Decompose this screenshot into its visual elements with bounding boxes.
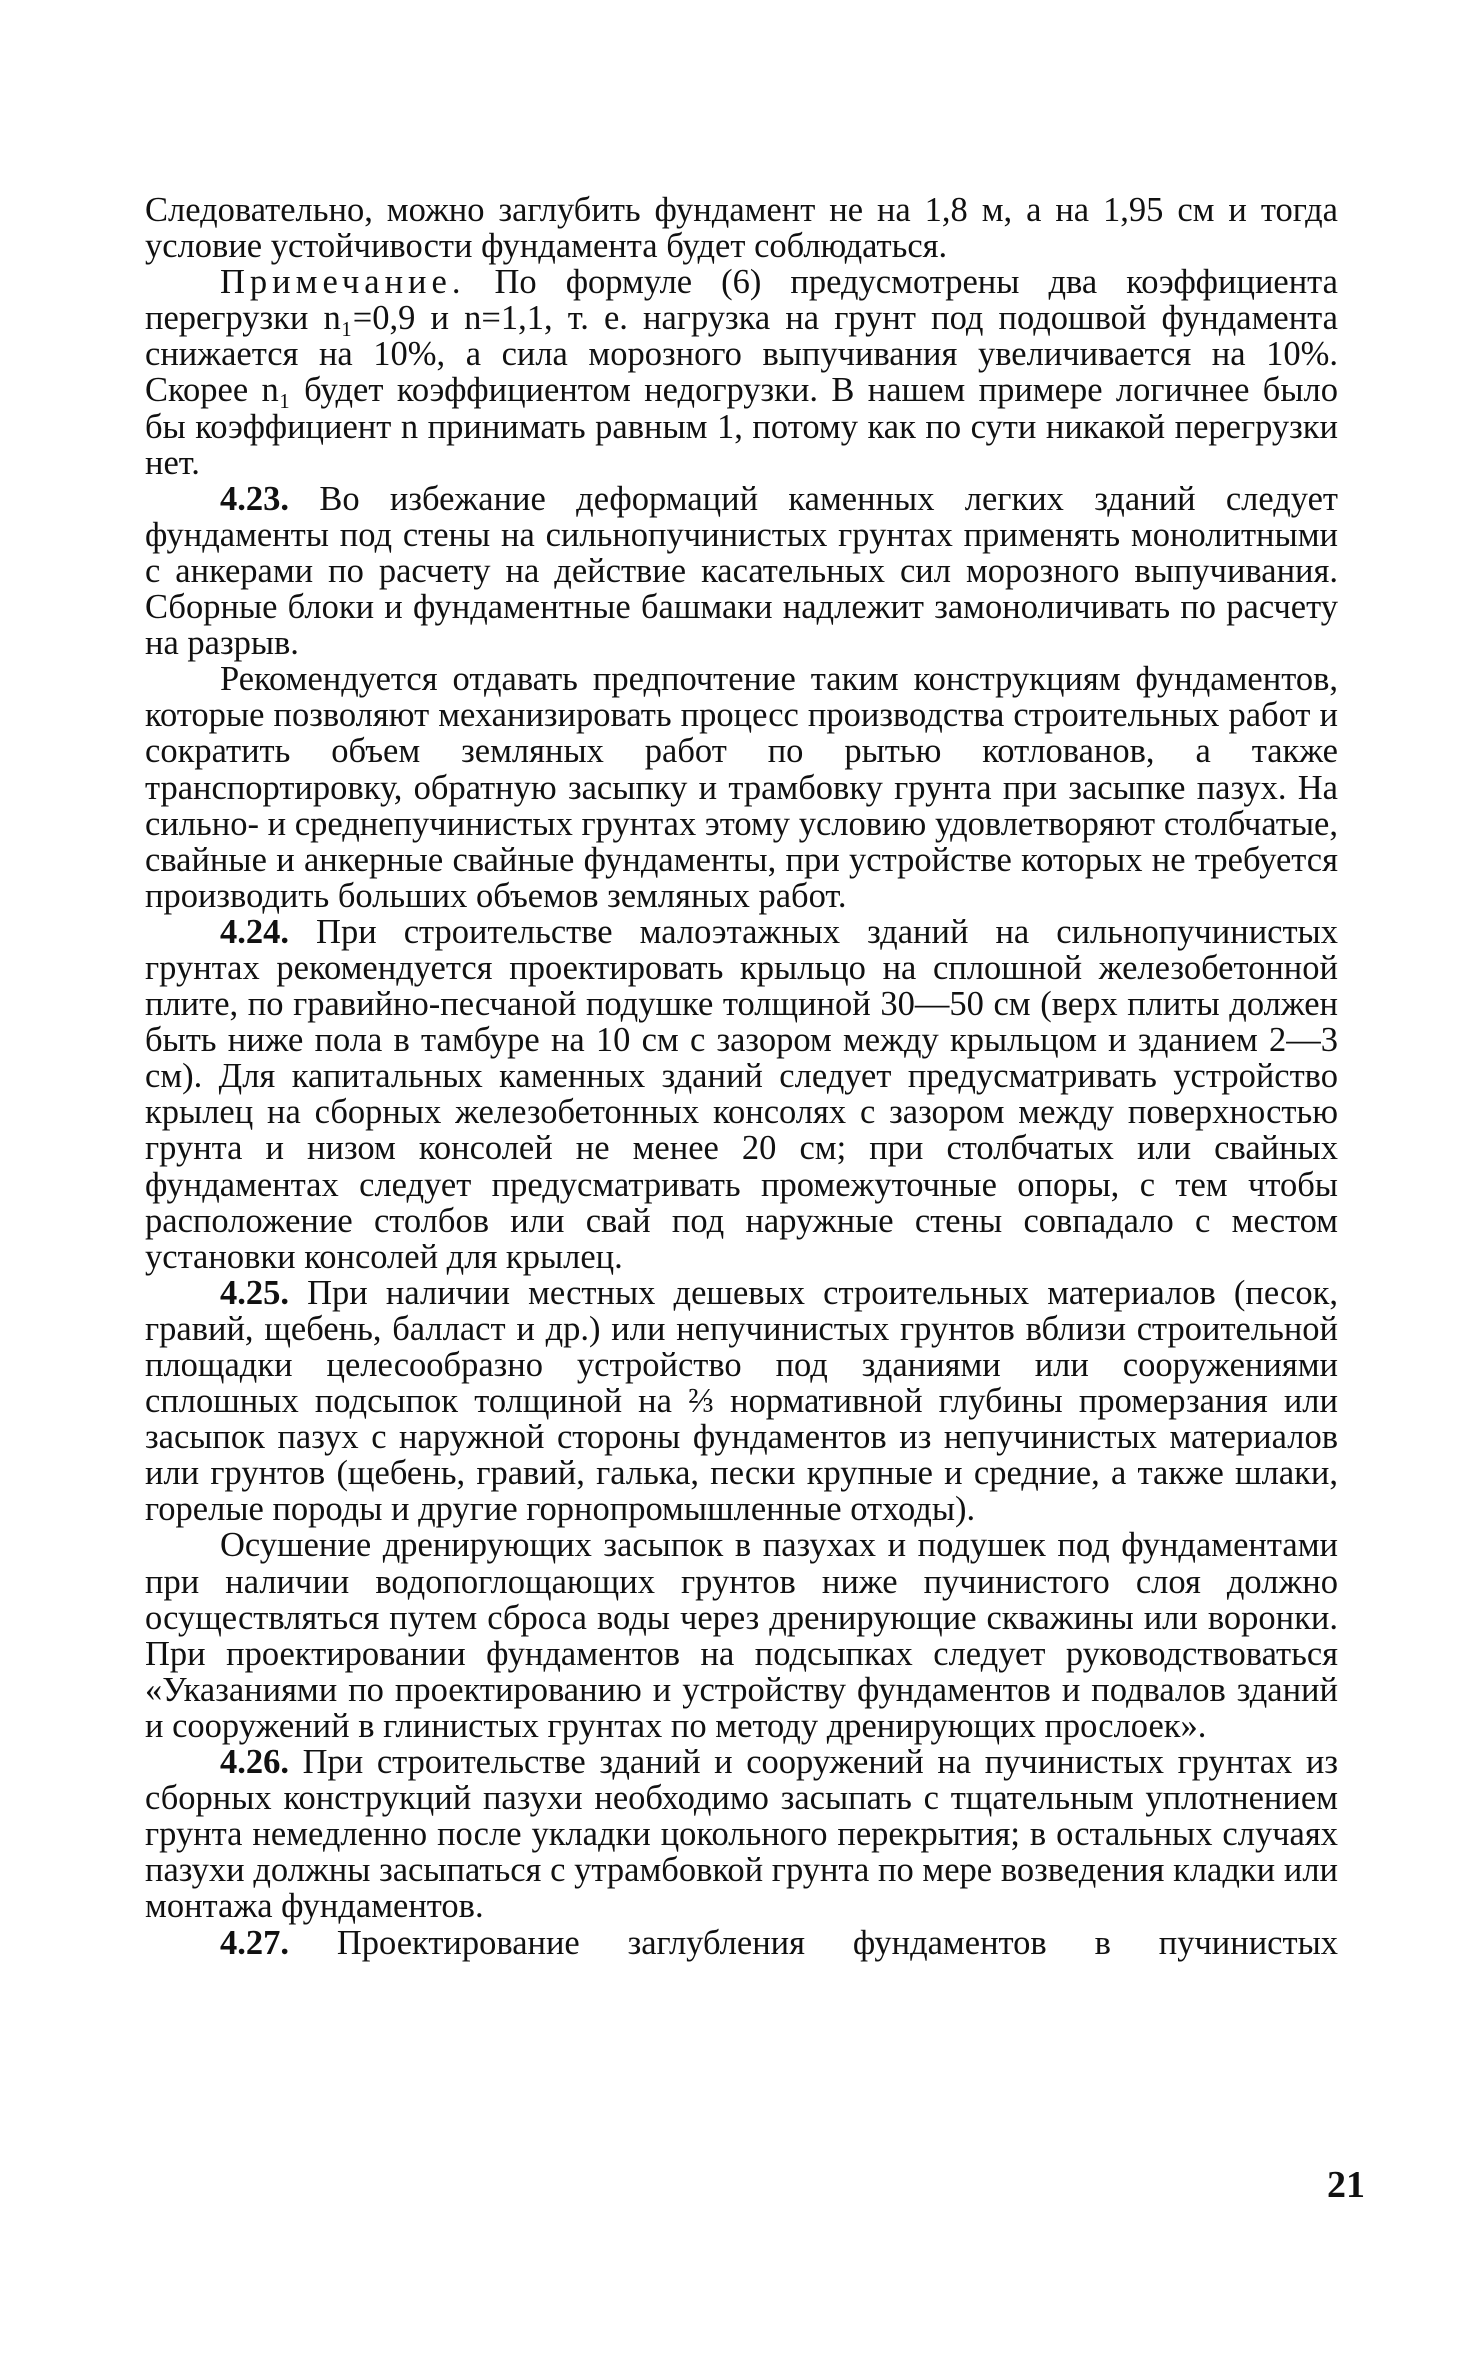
paragraph-4-25 xyxy=(145,1275,1338,1528)
paragraph-text: При строительстве зданий и сооружений на пучинистых грунтах из сборных конструкций пазухи необходимо засыпать с тщательным уплотнением грунта немедленно после укладки цокольного перекрытия; в остальных случаях пазухи должны засыпаться с утрамбовкой грунта по мере возведения кладки или монтажа фундаментов. xyxy=(145,1743,1338,1926)
page-number: 21 xyxy=(1327,2164,1365,2206)
section-number: 4.23. xyxy=(220,479,289,518)
section-number: 4.25. xyxy=(220,1273,289,1312)
paragraph-drainage xyxy=(145,1527,1338,1744)
paragraph-text: По формуле (6) предусмотрены два коэффициента перегрузки n₁=0,9 и n=1,1, т. е. нагрузка на грунт под подошвой фундамента снижается на 10%, а сила морозного выпучивания увеличивается на 10%. Скорее n₁ будет коэффициентом недогрузки. В нашем примере логичнее было бы коэффициент n принимать равным 1, потому как по сути никакой перегрузки нет. xyxy=(145,263,1338,482)
paragraph-text: Следовательно, можно заглубить фундамент не на 1,8 м, а на 1,95 см и тогда условие устойчивости фундамента будет соблюдаться. xyxy=(145,191,1338,266)
paragraph-recommendation xyxy=(145,661,1338,914)
paragraph-note xyxy=(145,264,1338,481)
paragraph-text: Осушение дренирующих засыпок в пазухах и подушек под фундаментами при наличии водопоглощающих грунтов ниже пучинистого слоя должно осуществляться путем сброса воды через дренирующие скважины или воронки. При проектировании фундаментов на подсыпках следует руководствоваться «Указаниями по проектированию и устройству фундаментов и подвалов зданий и сооружений в глинистых грунтах по методу дренирующих прослоек». xyxy=(145,1526,1338,1745)
paragraph-4-26 xyxy=(145,1744,1338,1924)
paragraph-text: Рекомендуется отдавать предпочтение таким конструкциям фундаментов, которые позволяют механизировать процесс производства строительных работ и сократить объем земляных работ по рытью котлованов, а также транспортировку, обратную засыпку и трамбовку грунта при засыпке пазух. На сильно- и среднепучинистых грунтах этому условию удовлетворяют столбчатые, свайные и анкерные свайные фундаменты, при устройстве которых не требуется производить больших объемов земляных работ. xyxy=(145,660,1338,915)
section-number: 4.27. xyxy=(220,1923,289,1962)
paragraph-text: Во избежание деформаций каменных легких зданий следует фундаменты под стены на сильнопучинистых грунтах применять монолитными с анкерами по расчету на действие касательных сил морозного выпучивания. Сборные блоки и фундаментные башмаки надлежит замоноличивать по расчету на разрыв. xyxy=(145,479,1338,663)
paragraph-text: При наличии местных дешевых строительных материалов (песок, гравий, щебень, балласт и др.) или непучинистых грунтов вблизи строительной площадки целесообразно устройство под зданиями или сооружениями сплошных подсыпок толщиной на ⅔ нормативной глубины промерзания или засыпок пазух с наружной стороны фундаментов из непучинистых материалов или грунтов (щебень, гравий, галька, пески крупные и средние, а также шлаки, горелые породы и другие горнопромышленные отходы). xyxy=(145,1273,1338,1529)
paragraph-text: Проектирование заглубления фундаментов в пучинистых xyxy=(289,1923,1338,1962)
paragraph-4-24 xyxy=(145,914,1338,1275)
body-text xyxy=(145,192,1338,1961)
paragraph-4-27 xyxy=(145,1925,1338,1961)
paragraph-4-23 xyxy=(145,481,1338,661)
note-heading: Примечание. xyxy=(220,263,466,302)
section-number: 4.26. xyxy=(220,1743,289,1782)
paragraph-conclusion xyxy=(145,192,1338,264)
paragraph-text: При строительстве малоэтажных зданий на сильнопучинистых грунтах рекомендуется проектировать крыльцо на сплошной железобетонной плите, по гравийно-песчаной подушке толщиной 30—50 см (верх плиты должен быть ниже пола в тамбуре на 10 см с зазором между крыльцом и зданием 2—3 см). Для капитальных каменных зданий следует предусматривать устройство крылец на сборных железобетонных консолях с зазором между поверхностью грунта и низом консолей не менее 20 см; при столбчатых или свайных фундаментах следует предусматривать промежуточные опоры, с тем чтобы расположение столбов или свай под наружные стены совпадало с местом установки консолей для крылец. xyxy=(145,912,1338,1276)
section-number: 4.24. xyxy=(220,912,289,951)
